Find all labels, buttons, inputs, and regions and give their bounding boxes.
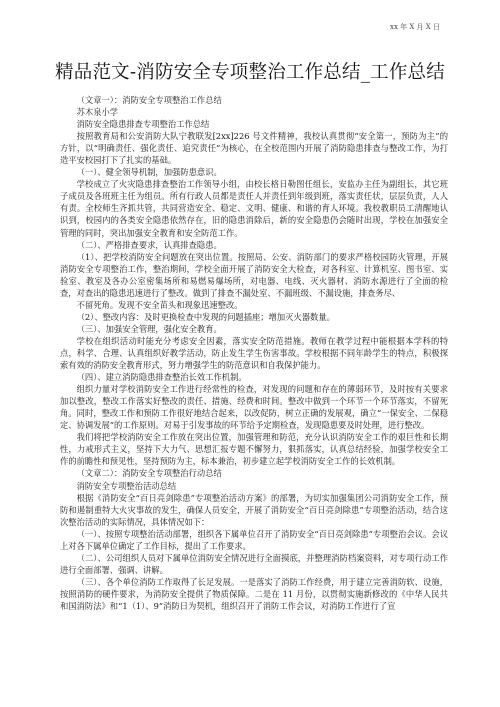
paragraph: 消防安全隐患排查专项整治工作总结 — [76, 119, 210, 130]
paragraph: （2）、整改内容：及时更换检查中发现的问题插座；增加灭火器数量。 — [76, 311, 335, 322]
paragraph: （三）、加强安全管理，强化安全教育。 — [76, 323, 222, 334]
paragraph: （二）、严格排查要求，认真排查隐患。 — [76, 239, 222, 250]
paragraph: 消防安全专项整治活动总结 — [76, 480, 177, 491]
paragraph: （一）、健全领导机制，加强防患意识。 — [76, 167, 222, 178]
paragraph: （文章二）：消防安全专项整治行动总结 — [76, 468, 222, 479]
document-title: 精品范文-消防安全专项整治工作总结_工作总结 — [55, 62, 445, 84]
paragraph: （三）、各个单位消防工作取得了长足发展。一是落实了消防工作经费，用于建立完善消防软、设施，按照消防的硬件要求，为消防安全提供了物质保障。二是在 11 月份，以贯彻实施新修改的《中华人民共和国消防法》和“1（1）、9”消防日为契机，组织召开了消防工作会议，对消防工作进行了宣 — [60, 576, 448, 611]
paragraph: （1）、把学校消防安全问题放在突出位置。按照局、公安、消防部门的要求严格校园防火管理，开展消防安全专项整治工作，整治期间，学校全面开展了消防安全大检查，对各科室、计算机室、图书室、实验室、教室及各办公室密集场所和易燃易爆场所，对电器、电线、灭火器材、消防水源进行了全面的检查，对查出的隐患迅速进行了整改。做到了排查不漏处室、不漏班级、不漏设施，排查务尽、 — [60, 251, 448, 298]
header-date: xx 年 X 月 X 日 — [390, 23, 440, 31]
paragraph: 组织力量对学校消防安全工作进行经常性的检查，对发现的问题和存在的薄弱环节，及时按有关要求加以整改，整改工作落实好整改的责任、措施、经费和时间。整改中做到一个环节一个环节落实，不留死角。同时，整改工作和预防工作很好地结合起来，以改促防，树立正确的发展观，确立“一保安全、二保稳定、协调发展”的工作原则。对易于引发事故的环节给予定期检查，发现隐患要及时处理，进行整改。 — [60, 384, 448, 431]
paragraph: 不留死角。发现不安全苗头和现象迅速整改。 — [76, 299, 243, 310]
paragraph: 根据《消防安全“百日亮剑除患”专项整治活动方案》的部署，为切实加强集团公司消防安全工作，预防和遏制重特大火灾事故的发生，确保人员安全，开展了消防安全“百日亮剑除患”专项整治活动，结合这次整治活动的实际情况，具体情况如下： — [60, 492, 448, 527]
paragraph: （一）、按照专项整治活动部署，组织各下属单位召开了消防安全“百日亮剑除患”专项整治会议。会议上对各下属单位确定了工作目标，提出了工作要求。 — [60, 528, 448, 551]
paragraph: 苏木泉小学 — [76, 107, 119, 118]
paragraph: （四）、建立消防隐患排查整治长效工作机制。 — [76, 372, 247, 383]
paragraph: 学校在组织活动时能充分考虑安全因素，落实安全防范措施。教师在教学过程中能根据本学科的特点，科学、合理、认真组织好教学活动，防止发生学生伤害事故。学校根据不同年龄学生的特点，积极探索有效的消防安全教育形式，努力增强学生的防范意识和自我保护能力。 — [60, 335, 448, 371]
paragraph: 学校成立了火灾隐患排查整治工作领导小组，由校长格日勒图任组长，安监办主任为副组长，其它班子成员及各班班主任为组员。所有行政人员都是责任人并责任到年级到班，落实责任状，层层负责，人人有责。全校师生齐抓共管，共同营造安全、稳定、文明、健康、和谐的育人环境。我校教职员工清醒地认识到，校园内的各类安全隐患依然存在，旧的隐患消除后，新的安全隐患仍会随时出现，学校在加强安全管理的同时，突出加强安全教育和安全防范工作。 — [60, 179, 448, 238]
paragraph: （二）、公司组织人员对下属单位消防安全情况进行全面摸底，并整理消防档案资料，对专项行动工作进行全面部署、强调、讲解。 — [60, 552, 448, 575]
document-body — [60, 94, 448, 612]
paragraph: （文章一）：消防安全专项整治工作总结 — [76, 95, 222, 105]
paragraph: 我们将把学校消防安全工作放在突出位置，加强管理和防范，充分认识消防安全工作的艰巨性和长期性，力戒形式主义，坚持下大力气、思想汇报专题不懈努力，狠抓落实，认真总结经验，加强学校安全工作的前瞻性和预见性，坚持预防为主，标本兼治，初步建立起学校消防安全工作的长效机制。 — [60, 432, 448, 467]
paragraph: 按照教育局和公安消防大队宁教联发[2xx]226 号文件精神，我校认真贯彻“安全第一，预防为主”的方针，以“明确责任、强化责任、追究责任”为核心，在全校范围内开展了消防隐患排查与整改工作，为打造平安校园打下了扎实的基础。 — [60, 131, 448, 166]
